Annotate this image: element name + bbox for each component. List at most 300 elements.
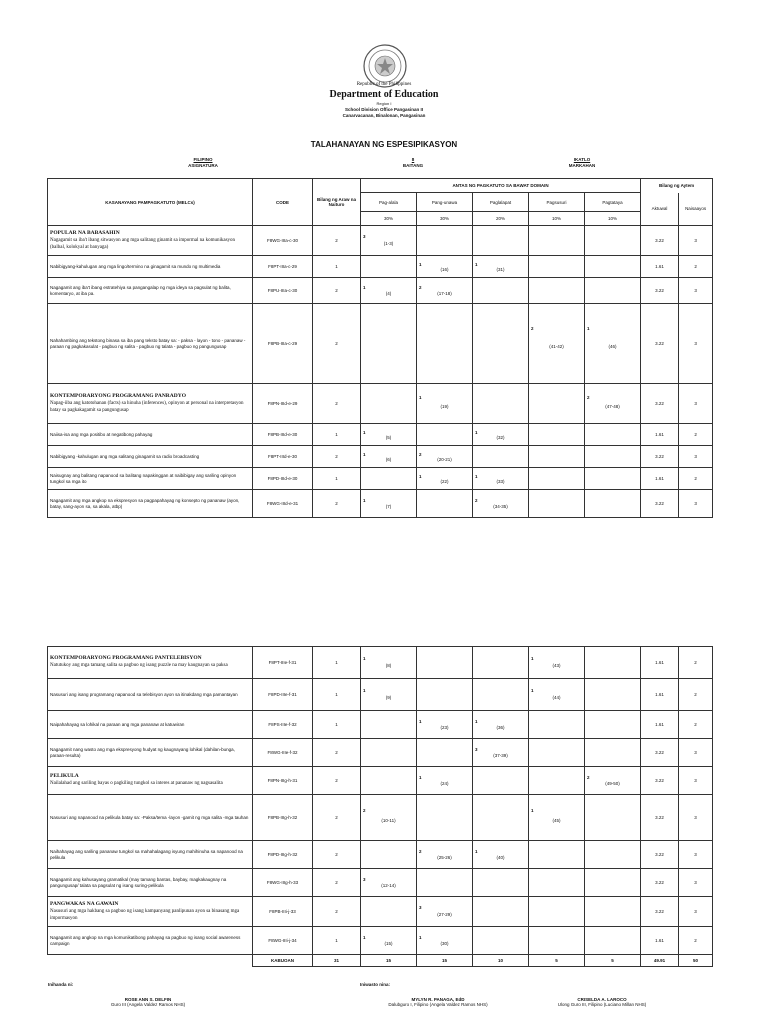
item-count: 1	[419, 473, 422, 479]
aktwal-cell: 3.22	[641, 226, 679, 256]
level-cell	[585, 897, 641, 927]
signatory-position: Dalubguro I, Filipino (Angela Valdez Ramos NHS)	[388, 1002, 488, 1007]
item-count: 1	[363, 497, 366, 503]
level-cell	[585, 226, 641, 256]
code-cell: F8WG-IIIg-h-33	[253, 869, 313, 897]
table-row	[48, 927, 713, 955]
days-cell: 1	[313, 927, 361, 955]
item-numbers: (27-29)	[437, 911, 452, 917]
naisaayos-cell: 3	[679, 767, 713, 795]
level-cell	[529, 226, 585, 256]
item-count: 2	[419, 285, 422, 290]
level-cell	[361, 739, 417, 767]
competency-cell	[48, 927, 253, 955]
level-cell	[417, 446, 473, 468]
level-cell	[529, 869, 585, 897]
aktwal-cell: 3.22	[641, 869, 679, 897]
level-cell	[529, 841, 585, 869]
competency-cell	[48, 711, 253, 739]
competency-cell	[48, 468, 253, 490]
level-cell	[529, 767, 585, 795]
item-count: 2	[363, 807, 366, 813]
col-days: Bilang ng Araw na Naituro	[313, 179, 361, 226]
item-numbers: (33)	[496, 478, 505, 484]
days-cell: 1	[313, 256, 361, 278]
level-cell	[529, 384, 585, 424]
checked-by-label: Iniwasto nina:	[360, 982, 391, 987]
level-cell	[473, 767, 529, 795]
competency-cell	[48, 490, 253, 518]
item-numbers: (12-14)	[381, 882, 396, 888]
col-code: CODE	[253, 179, 313, 226]
col-level-pct: 30%	[417, 212, 473, 226]
item-count: 2	[587, 394, 590, 400]
level-cell	[473, 897, 529, 927]
table-row	[48, 841, 713, 869]
level-cell	[585, 869, 641, 897]
item-count: 2	[475, 497, 478, 503]
table-row	[48, 795, 713, 841]
competency-text: Nagagamit ang angkop na mga komunikatibong pahayag sa pagbuo ng isang social awareness campaign	[50, 934, 241, 946]
item-count: 2	[419, 451, 422, 457]
level-cell	[473, 841, 529, 869]
aktwal-cell: 1.61	[641, 711, 679, 739]
item-numbers: (25-26)	[437, 854, 452, 860]
item-numbers: (45)	[552, 817, 561, 823]
item-count: 1	[531, 655, 534, 661]
level-cell	[585, 446, 641, 468]
level-cell	[361, 711, 417, 739]
competency-text: Nabibigyang -kahulugan ang mga salitang ginagamit sa radio broadcasting	[50, 453, 200, 459]
competency-text: Nasusuri ang napanood na pelikula batay sa: -Paksa/tema -layon -gamit ng mga salita -mga tauhan	[50, 814, 249, 820]
naisaayos-cell: 2	[679, 711, 713, 739]
days-cell: 2	[313, 384, 361, 424]
level-cell	[585, 767, 641, 795]
item-count: 2	[531, 326, 534, 332]
aktwal-cell: 3.22	[641, 767, 679, 795]
table-row	[48, 869, 713, 897]
aktwal-cell: 3.22	[641, 897, 679, 927]
col-naisaayos: Naisaayos	[679, 193, 713, 226]
days-cell: 1	[313, 424, 361, 446]
competency-text: Nagagamit ang mga angkop na ekspresyon sa pagpapahayag ng konsepto ng pananaw (ayon, batay, sang-ayon sa, sa akala, atbp)	[50, 497, 240, 509]
total-value: 15	[361, 955, 417, 967]
table-row	[48, 647, 713, 679]
competency-text: Nagagamit sa iba't ibang sitwasyon ang mga salitang ginamit sa impormal na komunikasyon (balbal, kolokyal at banyaga)	[50, 237, 236, 250]
code-cell: F8PS-IIIe-f-32	[253, 711, 313, 739]
item-count: 1	[531, 687, 534, 693]
specification-table-part1	[47, 178, 713, 518]
aktwal-cell: 3.22	[641, 795, 679, 841]
code-cell: F8WG-IIIe-f-32	[253, 739, 313, 767]
competency-text: Nasusuri ang isang programang napanood sa telebisyon ayon sa itinakdang mga pamantayan	[50, 691, 238, 697]
total-value: 5	[585, 955, 641, 967]
competency-cell	[48, 647, 253, 679]
days-cell: 2	[313, 841, 361, 869]
item-numbers: (10-11)	[381, 817, 396, 823]
code-cell: F8WG-IIId-e-31	[253, 490, 313, 518]
item-numbers: (23)	[440, 724, 449, 730]
level-cell	[473, 304, 529, 384]
division-address: Canarvacanan, Binalonan, Pangasinan	[342, 113, 426, 118]
code-cell: F8PN-IIIg-h-31	[253, 767, 313, 795]
level-cell	[417, 869, 473, 897]
item-count: 1	[531, 807, 534, 813]
days-cell: 1	[313, 468, 361, 490]
competency-text: Nabibigyang-kahulugan ang mga lingo/termino na ginagamit sa mundo ng multimedia	[50, 263, 221, 269]
item-count: 1	[475, 473, 478, 479]
level-cell	[529, 739, 585, 767]
competency-cell	[48, 679, 253, 711]
total-row	[48, 955, 713, 967]
level-cell	[417, 767, 473, 795]
competency-text: Natutukoy ang mga tamang salita sa pagbuo ng isang puzzle na may kaugnayan sa paksa	[50, 663, 228, 669]
naisaayos-cell: 3	[679, 384, 713, 424]
table-row	[48, 446, 713, 468]
naisaayos-cell: 3	[679, 446, 713, 468]
level-cell	[473, 384, 529, 424]
col-level-pct: 20%	[473, 212, 529, 226]
level-cell	[417, 424, 473, 446]
days-cell: 1	[313, 711, 361, 739]
level-cell	[417, 679, 473, 711]
col-aktwal: Aktuwal	[641, 193, 679, 226]
level-cell	[529, 468, 585, 490]
level-cell	[585, 647, 641, 679]
naisaayos-cell: 3	[679, 226, 713, 256]
competency-cell	[48, 424, 253, 446]
aktwal-cell: 3.22	[641, 841, 679, 869]
competency-cell	[48, 767, 253, 795]
competency-text: Nagagamit ang kahusayang gramatikal (may tamang bantas, baybay, magkakaugnay na pangungusap/ talata sa pagsulat ng isang suring-pelikula	[50, 876, 227, 888]
level-cell	[585, 278, 641, 304]
code-cell: F8PU-IIIa-c-30	[253, 278, 313, 304]
aktwal-cell: 3.22	[641, 278, 679, 304]
level-cell	[417, 897, 473, 927]
level-cell	[417, 490, 473, 518]
table-row	[48, 739, 713, 767]
level-cell	[529, 711, 585, 739]
category-title: KONTEMPORARYONG PROGRAMANG PANRADYO	[50, 392, 186, 399]
meta-value: IKATLO	[573, 157, 591, 162]
item-numbers: (24)	[440, 780, 449, 786]
level-cell	[585, 679, 641, 711]
level-cell	[417, 278, 473, 304]
aktwal-cell: 3.22	[641, 490, 679, 518]
competency-cell	[48, 226, 253, 256]
item-count: 1	[363, 687, 366, 693]
table-row	[48, 897, 713, 927]
code-cell: F8PB-IIIa-c-29	[253, 304, 313, 384]
days-cell: 2	[313, 795, 361, 841]
item-numbers: (1-3)	[383, 240, 394, 246]
code-cell: F8PB-IIIi-j-33	[253, 897, 313, 927]
item-numbers: (43)	[552, 662, 561, 668]
item-numbers: (8)	[385, 662, 392, 668]
level-cell	[361, 927, 417, 955]
level-cell	[529, 927, 585, 955]
competency-text: Nagagamit nang wasto ang mga ekspresyong hudyat ng kaugnayang lohikal (dahilan-bunga, paraan-resulta)	[50, 746, 235, 758]
meta-grade	[353, 157, 473, 168]
naisaayos-cell: 2	[679, 424, 713, 446]
signatory-position: Guro III (Angela Valdez Ramos NHS)	[110, 1002, 186, 1007]
level-cell	[585, 304, 641, 384]
level-cell	[361, 841, 417, 869]
item-count: 1	[419, 934, 422, 940]
level-cell	[585, 927, 641, 955]
table-row	[48, 256, 713, 278]
competency-cell	[48, 841, 253, 869]
level-cell	[473, 226, 529, 256]
col-level-pct: 30%	[361, 212, 417, 226]
table-row	[48, 679, 713, 711]
table-row	[48, 278, 713, 304]
total-value: 31	[313, 955, 361, 967]
item-numbers: (7)	[385, 503, 392, 509]
days-cell: 1	[313, 647, 361, 679]
item-count: 1	[419, 718, 422, 724]
signatory-position: Ulong Guro III, Filipino (Luciano Millan NHS)	[557, 1002, 647, 1007]
code-cell: F8WG-IIIa-c-30	[253, 226, 313, 256]
level-cell	[417, 468, 473, 490]
level-cell	[361, 490, 417, 518]
competency-cell	[48, 256, 253, 278]
level-cell	[361, 278, 417, 304]
item-count: 1	[363, 655, 366, 661]
level-cell	[417, 739, 473, 767]
item-numbers: (17-18)	[437, 290, 452, 296]
item-count: 2	[419, 848, 422, 854]
level-cell	[585, 384, 641, 424]
code-cell: F8PD-IIIe-f-31	[253, 679, 313, 711]
level-cell	[361, 226, 417, 256]
level-cell	[361, 679, 417, 711]
level-cell	[473, 424, 529, 446]
competency-text: Napag-iiba ang katotohanan (facts) sa hinuha (inferences), opinyon at personal na interpretasyon batay sa pagkakagamit sa pangungusap	[50, 400, 244, 413]
item-numbers: (34-35)	[493, 503, 508, 509]
naisaayos-cell: 3	[679, 795, 713, 841]
level-cell	[473, 647, 529, 679]
division-name: School Division Office Pangasinan II	[344, 107, 424, 112]
code-cell: F8PN-IIId-e-29	[253, 384, 313, 424]
item-numbers: (32)	[496, 434, 505, 440]
aktwal-cell: 3.22	[641, 446, 679, 468]
level-cell	[473, 869, 529, 897]
naisaayos-cell: 2	[679, 647, 713, 679]
specification-table-part2	[47, 646, 713, 967]
level-cell	[417, 384, 473, 424]
item-numbers: (41-42)	[549, 343, 564, 349]
code-cell: F8PT-IIId-e-30	[253, 446, 313, 468]
level-cell	[529, 490, 585, 518]
competency-cell	[48, 739, 253, 767]
table-row	[48, 226, 713, 256]
level-cell	[585, 256, 641, 278]
col-items: Bilang ng Aytem	[641, 179, 713, 193]
level-cell	[529, 256, 585, 278]
region-text: Region I	[376, 101, 392, 106]
item-count: 3	[475, 746, 478, 752]
level-cell	[473, 711, 529, 739]
level-cell	[585, 490, 641, 518]
naisaayos-cell: 2	[679, 468, 713, 490]
table-row	[48, 304, 713, 384]
col-level: Pag-alala	[361, 193, 417, 212]
signatory-name: CRISELDA A. LAROCO	[577, 997, 627, 1002]
level-cell	[529, 446, 585, 468]
item-numbers: (31)	[496, 266, 505, 272]
item-count: 1	[419, 394, 422, 400]
competency-text: Nagagamit ang iba't ibang estratehiya sa pangangalap ng mga ideya sa pagsulat ng balita, komentaryo, at iba pa.	[50, 284, 231, 296]
total-label: KABUOAN	[253, 955, 313, 967]
level-cell	[417, 647, 473, 679]
aktwal-cell: 1.61	[641, 927, 679, 955]
meta-label: MARKAHAN	[568, 163, 596, 168]
competency-cell	[48, 384, 253, 424]
aktwal-cell: 1.61	[641, 424, 679, 446]
col-level: Pagtataya	[585, 193, 641, 212]
item-count: 1	[363, 429, 366, 435]
table-row	[48, 424, 713, 446]
col-antas: ANTAS NG PAGKATUTO SA BAWAT DOMAIN	[361, 179, 641, 193]
meta-value: 8	[411, 157, 415, 162]
days-cell: 2	[313, 869, 361, 897]
item-count: 1	[475, 718, 478, 724]
naisaayos-cell: 2	[679, 256, 713, 278]
item-count: 1	[419, 261, 422, 267]
category-title: POPULAR NA BABASAHIN	[50, 229, 120, 236]
republic-text: Republic of the Philippines	[356, 82, 412, 87]
level-cell	[361, 767, 417, 795]
aktwal-cell: 3.22	[641, 739, 679, 767]
signatory	[512, 997, 692, 1007]
item-count: 2	[587, 774, 590, 780]
competency-cell	[48, 795, 253, 841]
level-cell	[585, 739, 641, 767]
competency-cell	[48, 897, 253, 927]
level-cell	[417, 927, 473, 955]
days-cell: 1	[313, 679, 361, 711]
level-cell	[417, 256, 473, 278]
meta-label: ASIGNATURA	[188, 163, 218, 168]
item-numbers: (16)	[440, 266, 449, 272]
competency-text: Nailalahad ang sariling bayas o pagkiling tungkol sa interes at pananaw ng nagsasalita	[50, 781, 223, 787]
signatory	[348, 997, 528, 1007]
item-numbers: (47-48)	[605, 403, 620, 409]
meta-label: BAITANG	[402, 163, 424, 168]
competency-cell	[48, 278, 253, 304]
level-cell	[417, 841, 473, 869]
prepared-by-label: Inihanda ni:	[48, 982, 74, 987]
table-row	[48, 468, 713, 490]
competency-cell	[48, 446, 253, 468]
item-numbers: (19)	[440, 403, 449, 409]
days-cell: 2	[313, 446, 361, 468]
aktwal-cell: 1.61	[641, 647, 679, 679]
level-cell	[585, 711, 641, 739]
competency-text: Naisugnay ang balitang napanood sa balitang napakinggan at naibibigay ang sariling opinyon tungkol sa mga ito	[50, 472, 237, 484]
level-cell	[473, 256, 529, 278]
meta-subject	[143, 157, 263, 168]
item-numbers: (9)	[385, 694, 392, 700]
item-numbers: (22)	[440, 478, 449, 484]
item-count: 3	[363, 876, 366, 882]
item-count: 1	[363, 934, 366, 940]
item-count: 1	[363, 451, 366, 457]
item-count: 3	[363, 234, 366, 240]
category-title: PANGWAKAS NA GAWAIN	[50, 900, 119, 907]
item-numbers: (46)	[608, 343, 617, 349]
col-level-pct: 10%	[585, 212, 641, 226]
competency-text: Naipahahayag sa lohikal na paraan ang mga pananaw at katuwiran	[50, 721, 185, 727]
code-cell: F8PT-IIIa-c-29	[253, 256, 313, 278]
document-title: TALAHANAYAN NG ESPESIPIKASYON	[310, 140, 458, 149]
competency-text: Nahahambing ang tekstong binasa sa iba pang teksto batay sa: - paksa - layon - tono - pananaw - paraan ng pagkakasulat - pagbuo ng salita - pagbuo ng talata - pagbuo ng pangungusap	[50, 337, 246, 349]
days-cell: 2	[313, 739, 361, 767]
level-cell	[473, 490, 529, 518]
item-numbers: (40)	[496, 854, 505, 860]
naisaayos-cell: 3	[679, 841, 713, 869]
item-numbers: (5)	[385, 434, 392, 440]
item-count: 1	[419, 774, 422, 780]
days-cell: 2	[313, 897, 361, 927]
level-cell	[529, 679, 585, 711]
item-count: 1	[363, 285, 366, 290]
level-cell	[473, 927, 529, 955]
level-cell	[473, 795, 529, 841]
level-cell	[473, 739, 529, 767]
competency-text: Naihahayag ang sariling pananaw tungkol sa mahahalagang isyung mahihinuha sa napanood na pelikula	[50, 848, 243, 860]
level-cell	[361, 795, 417, 841]
level-cell	[473, 446, 529, 468]
meta-quarter	[522, 157, 642, 168]
competency-cell	[48, 869, 253, 897]
total-value: 49.91	[641, 955, 679, 967]
level-cell	[585, 424, 641, 446]
code-cell: F8PD-IIIg-h-32	[253, 841, 313, 869]
level-cell	[473, 278, 529, 304]
category-title: KONTEMPORARYONG PROGRAMANG PANTELEBISYON	[50, 655, 202, 662]
aktwal-cell: 3.22	[641, 304, 679, 384]
level-cell	[417, 226, 473, 256]
item-numbers: (49-50)	[605, 780, 620, 786]
aktwal-cell: 1.61	[641, 468, 679, 490]
level-cell	[361, 446, 417, 468]
item-count: 1	[587, 326, 590, 332]
level-cell	[361, 468, 417, 490]
naisaayos-cell: 3	[679, 278, 713, 304]
naisaayos-cell: 2	[679, 679, 713, 711]
level-cell	[529, 424, 585, 446]
total-value: 5	[529, 955, 585, 967]
col-melcs: KASANAYANG PAMPAGKATUTO (MELCs)	[48, 179, 253, 226]
signatory	[58, 997, 238, 1007]
competency-cell	[48, 304, 253, 384]
item-numbers: (44)	[552, 694, 561, 700]
col-level: Pagsusuri	[529, 193, 585, 212]
aktwal-cell: 1.61	[641, 256, 679, 278]
level-cell	[417, 304, 473, 384]
level-cell	[361, 384, 417, 424]
competency-text: Naiisa-isa ang mga positibo at negatibong pahayag	[50, 431, 153, 437]
item-numbers: (20-21)	[437, 456, 452, 462]
level-cell	[361, 304, 417, 384]
level-cell	[529, 795, 585, 841]
level-cell	[361, 647, 417, 679]
naisaayos-cell: 3	[679, 304, 713, 384]
code-cell: F8WG-IIIi-j-34	[253, 927, 313, 955]
level-cell	[585, 795, 641, 841]
